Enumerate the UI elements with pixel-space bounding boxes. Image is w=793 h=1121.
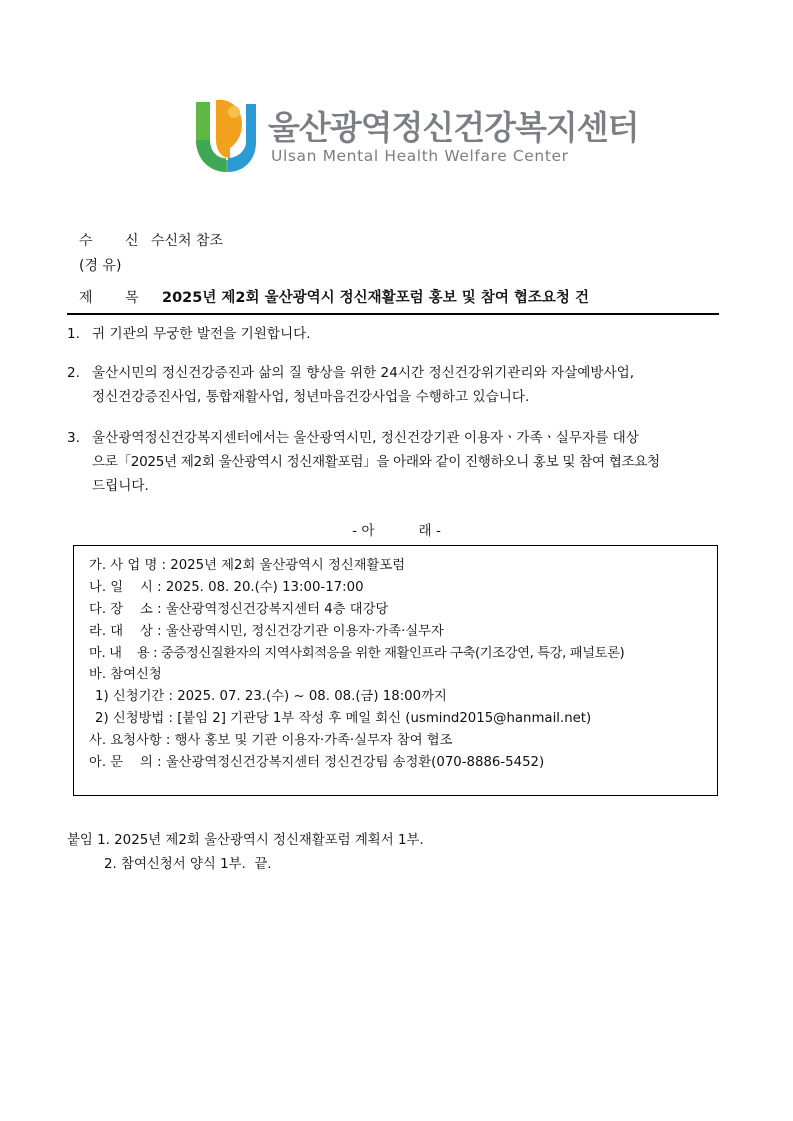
paragraph-2-line-1: 울산시민의 정신건강증진과 삶의 질 향상을 위한 24시간 정신건강위기관리와 자살예방사업, xyxy=(92,365,635,381)
notice-heading-left: - 아 xyxy=(352,523,375,539)
detail-row-target: 라. 대 상 : 울산광역시민, 정신건강기관 이용자·가족·실무자 xyxy=(89,623,444,639)
detail-row-event-name: 가. 사 업 명 : 2025년 제2회 울산광역시 정신재활포럼 xyxy=(89,558,406,573)
org-name-english: Ulsan Mental Health Welfare Center xyxy=(271,147,569,165)
org-name-korean: 울산광역정신건강복지센터 xyxy=(268,108,639,147)
paragraph-3-line-1: 울산광역정신건강복지센터에서는 울산광역시민, 정신건강기관 이용자ㆍ가족ㆍ실무자를 대상 xyxy=(92,430,639,446)
org-logo-mark-icon xyxy=(190,96,262,176)
via-label: (경 유) xyxy=(79,258,122,274)
subject-label: 제 목 xyxy=(79,290,153,306)
detail-row-application-period: 1) 신청기간 : 2025. 07. 23.(수) ~ 08. 08.(금) 18:00까지 xyxy=(95,689,447,705)
paragraph-1-number: 1. xyxy=(67,326,80,342)
recipient-label: 수 신 xyxy=(79,233,153,249)
subject-value: 2025년 제2회 울산광역시 정신재활포럼 홍보 및 참여 협조요청 건 xyxy=(162,290,589,306)
detail-row-date: 나. 일 시 : 2025. 08. 20.(수) 13:00-17:00 xyxy=(89,579,364,595)
detail-row-request: 사. 요청사항 : 행사 홍보 및 기관 이용자·가족·실무자 참여 협조 xyxy=(89,733,453,749)
org-logo xyxy=(190,96,639,176)
detail-row-application-method: 2) 신청방법 : [붙임 2] 기관당 1부 작성 후 메일 회신 (usmind2015@hanmail.net) xyxy=(95,711,592,727)
paragraph-2 xyxy=(67,361,727,409)
detail-row-application: 바. 참여신청 xyxy=(89,667,162,683)
attachment-2-text: 2. 참여신청서 양식 1부. xyxy=(104,857,246,872)
attachment-2 xyxy=(104,853,272,872)
paragraph-2-number: 2. xyxy=(67,365,80,381)
paragraph-2-line-2: 정신건강증진사업, 통합재활사업, 청년마음건강사업을 수행하고 있습니다. xyxy=(92,389,530,405)
detail-row-inquiry: 아. 문 의 : 울산광역정신건강복지센터 정신건강팀 송정환(070-8886-5452) xyxy=(89,755,545,771)
paragraph-3-line-2: 으로「2025년 제2회 울산광역시 정신재활포럼」을 아래와 같이 진행하오니 홍보 및 참여 협조요청 xyxy=(92,454,660,470)
paragraph-3-number: 3. xyxy=(67,430,80,446)
paragraph-1-text: 귀 기관의 무궁한 발전을 기원합니다. xyxy=(92,326,311,342)
paragraph-3-line-3: 드립니다. xyxy=(92,478,149,494)
detail-row-content: 마. 내 용 : 중증정신질환자의 지역사회적응을 위한 재활인프라 구축(기조강연, 특강, 패널토론) xyxy=(89,645,625,661)
recipient-value: 수신처 참조 xyxy=(151,233,224,249)
header-divider xyxy=(67,313,719,315)
notice-heading xyxy=(0,519,793,539)
notice-heading-right: 래 - xyxy=(418,523,441,539)
paragraph-3 xyxy=(67,426,727,498)
event-details-box xyxy=(73,545,718,796)
paragraph-1 xyxy=(67,322,727,346)
detail-row-venue: 다. 장 소 : 울산광역정신건강복지센터 4층 대강당 xyxy=(89,601,389,617)
end-mark: 끝. xyxy=(254,857,272,872)
attachment-1: 붙임 1. 2025년 제2회 울산광역시 정신재활포럼 계획서 1부. xyxy=(67,833,424,848)
